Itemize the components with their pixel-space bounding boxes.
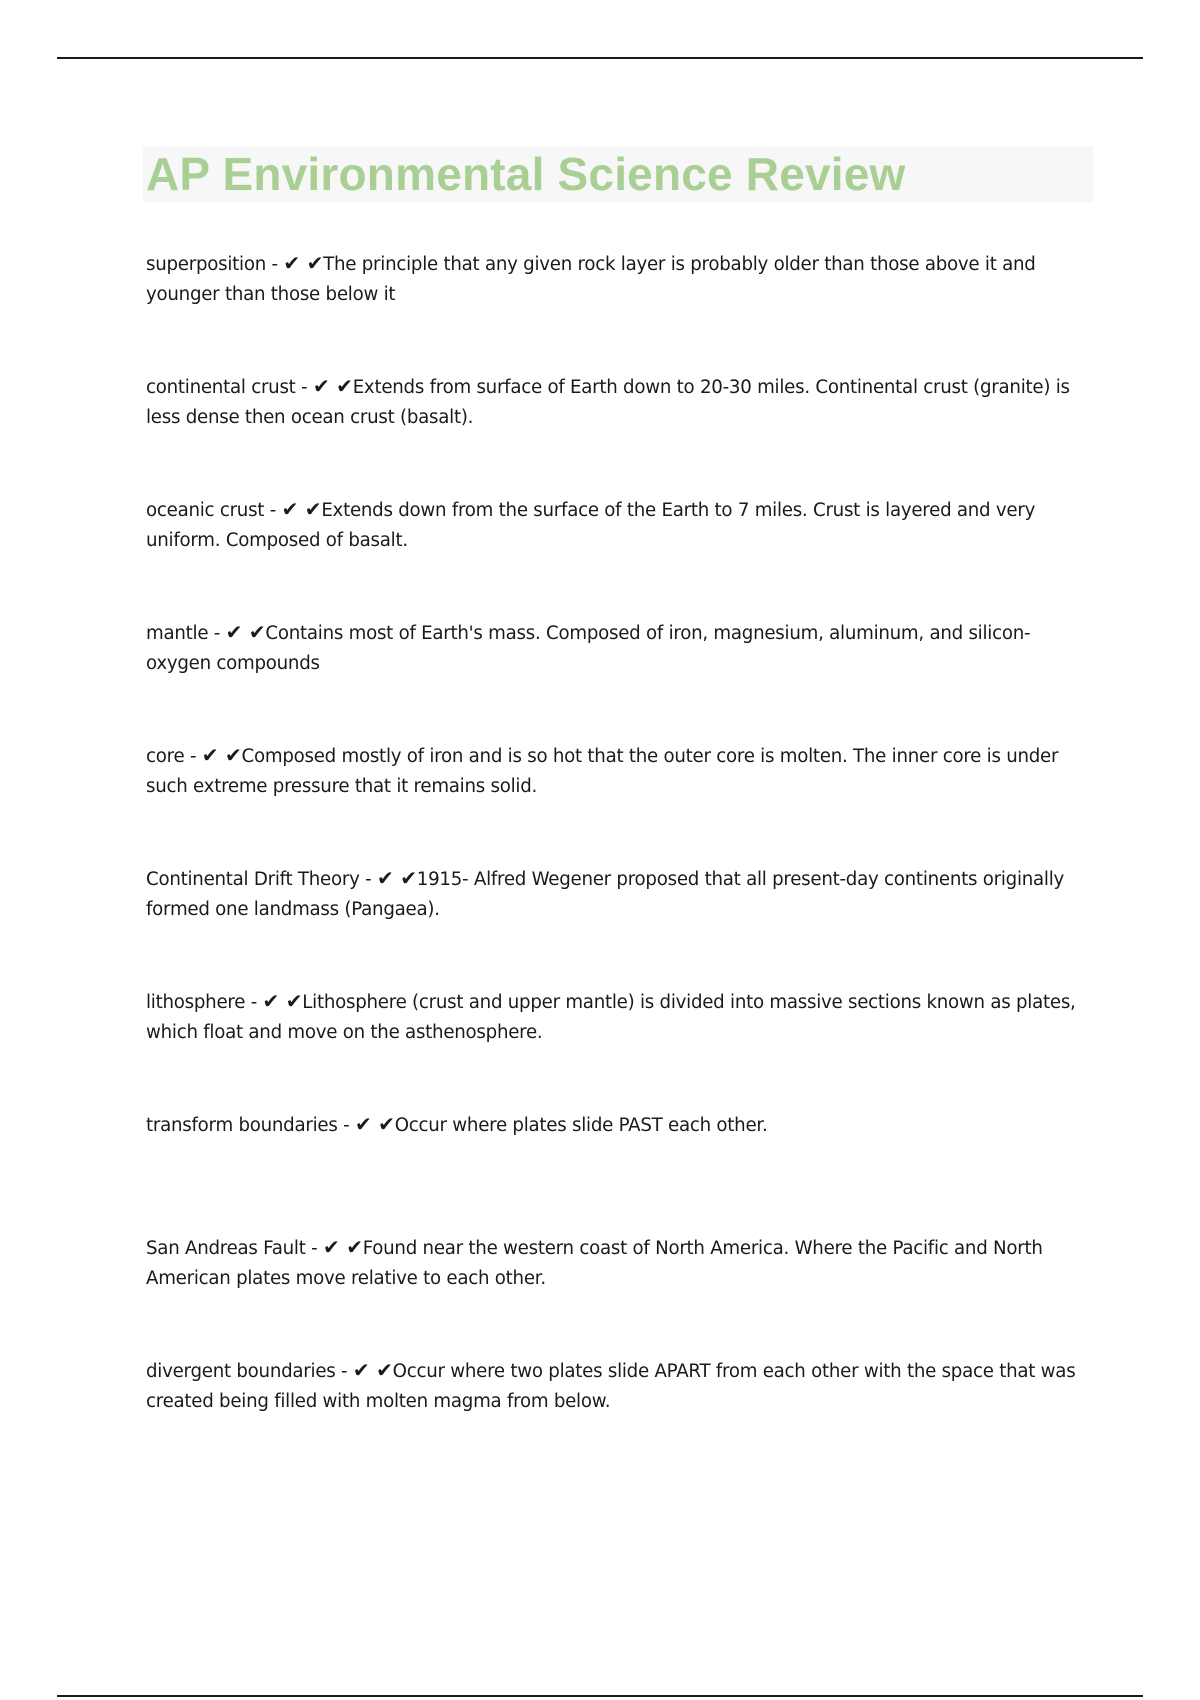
bottom-rule: [57, 1695, 1143, 1697]
entry-separator: -: [335, 1361, 353, 1382]
check-icon: ✔ ✔: [262, 989, 303, 1013]
entry-term: San Andreas Fault: [146, 1238, 306, 1259]
entry-separator: -: [305, 1238, 323, 1259]
check-icon: ✔ ✔: [281, 497, 322, 521]
check-icon: ✔ ✔: [201, 743, 242, 767]
entry-definition: Contains most of Earth's mass. Composed of iron, magnesium, aluminum, and silicon-oxygen compounds: [146, 623, 1031, 674]
entry-term: oceanic crust: [146, 500, 265, 521]
check-icon: ✔ ✔: [377, 866, 417, 890]
check-icon: ✔ ✔: [322, 1235, 363, 1259]
entry-definition: Composed mostly of iron and is so hot that the outer core is molten. The inner core is under such extreme pressure that it remains solid.: [146, 746, 1059, 797]
page-title: AP Environmental Science Review: [146, 148, 906, 200]
list-item: [146, 1355, 1086, 1478]
entry-term: transform boundaries: [146, 1115, 338, 1136]
entry-term: core: [146, 746, 185, 767]
top-rule: [57, 57, 1143, 59]
check-icon: ✔ ✔: [283, 251, 324, 275]
entry-term: superposition: [146, 254, 267, 275]
check-icon: ✔ ✔: [352, 1358, 393, 1382]
list-item: [146, 1232, 1086, 1355]
entry-term: divergent boundaries: [146, 1361, 336, 1382]
list-item: [146, 740, 1086, 863]
entry-definition: Extends down from the surface of the Earth to 7 miles. Crust is layered and very uniform. Composed of basalt.: [146, 500, 1036, 551]
entry-term: Continental Drift Theory: [146, 869, 360, 890]
check-icon: ✔ ✔: [225, 620, 266, 644]
list-item: [146, 371, 1086, 494]
entry-separator: -: [266, 254, 284, 275]
entry-definition: 1915- Alfred Wegener proposed that all present-day continents originally formed one landmass (Pangaea).: [146, 869, 1065, 920]
entry-definition: Occur where plates slide PAST each other.: [394, 1115, 768, 1136]
entry-definition: Lithosphere (crust and upper mantle) is divided into massive sections known as plates, which float and move on the asthenosphere.: [146, 992, 1076, 1043]
list-item: [146, 617, 1086, 740]
list-item: [146, 494, 1086, 617]
entry-separator: -: [245, 992, 263, 1013]
check-icon: ✔ ✔: [312, 374, 353, 398]
entry-separator: -: [264, 500, 282, 521]
list-item: [146, 986, 1086, 1109]
entry-term: continental crust: [146, 377, 296, 398]
list-item: [146, 863, 1086, 986]
entry-separator: -: [208, 623, 226, 644]
list-item: [146, 1109, 1086, 1232]
check-icon: ✔ ✔: [354, 1112, 395, 1136]
list-item: [146, 248, 1086, 371]
entry-term: lithosphere: [146, 992, 246, 1013]
entry-separator: -: [337, 1115, 355, 1136]
entry-separator: -: [184, 746, 202, 767]
entry-definition: Found near the western coast of North America. Where the Pacific and North American plates move relative to each other.: [146, 1238, 1043, 1289]
entry-term: mantle: [146, 623, 209, 644]
entry-definition: Extends from surface of Earth down to 20-30 miles. Continental crust (granite) is less dense then ocean crust (basalt).: [146, 377, 1070, 428]
entry-separator: -: [359, 869, 378, 890]
entry-list: [146, 248, 1086, 1478]
entry-definition: Occur where two plates slide APART from each other with the space that was created being filled with molten magma from below.: [146, 1361, 1076, 1412]
entry-definition: The principle that any given rock layer is probably older than those above it and younger than those below it: [146, 254, 1036, 305]
entry-separator: -: [295, 377, 313, 398]
